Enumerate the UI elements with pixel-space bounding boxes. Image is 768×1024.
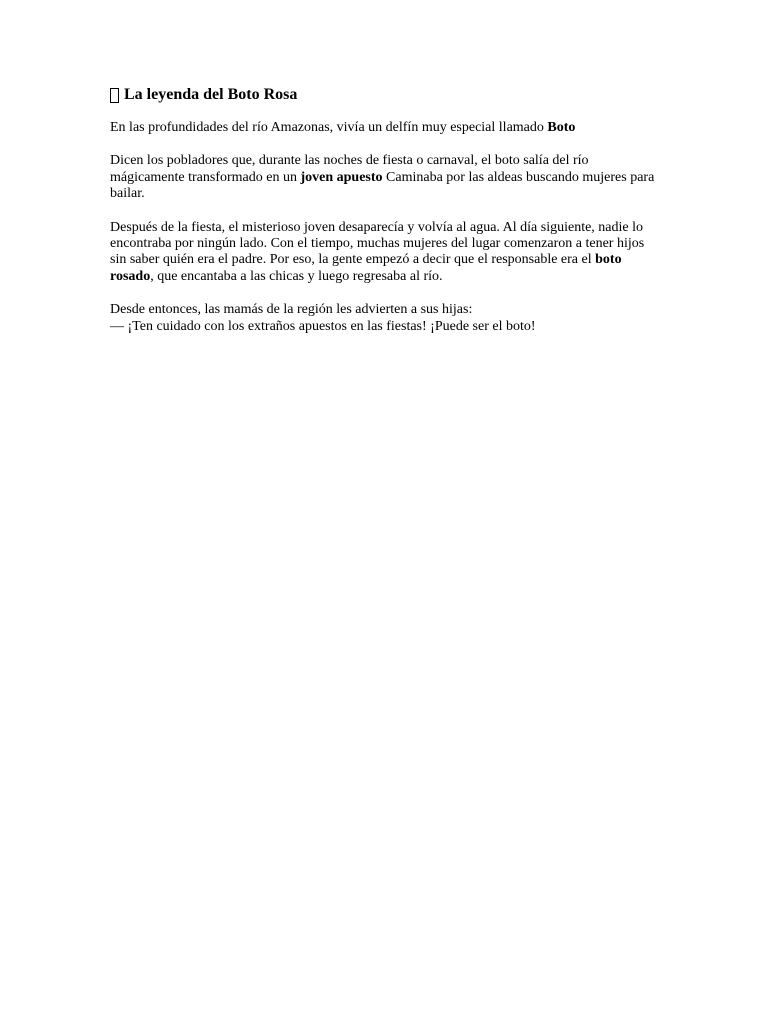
document-page [110,84,655,352]
paragraph-2-bold: joven apuesto [300,169,383,185]
paragraph-3 [110,220,655,286]
missing-glyph-icon [110,88,119,103]
title-text: La leyenda del Boto Rosa [124,86,298,103]
paragraph-1 [110,120,655,136]
paragraph-3-bold: boto rosado [110,252,622,284]
paragraph-1-text: En las profundidades del río Amazonas, vivía un delfín muy especial llamado [110,120,548,135]
paragraph-4 [110,302,655,335]
paragraph-2 [110,153,655,202]
paragraph-4-line-1: Desde entonces, las mamás de la región les advierten a sus hijas: [110,302,473,318]
paragraph-2-text-a: Dicen los pobladores que, durante las noches de fiesta o carnaval, el boto salía del río mágicamente transformado en un [110,153,589,185]
document-title [110,84,655,106]
paragraph-1-bold: Boto [547,120,576,135]
paragraph-3-text-b: , que encantaba a las chicas y luego regresaba al río. [150,268,443,284]
paragraph-3-text-a: Después de la fiesta, el misterioso joven desaparecía y volvía al agua. Al día siguiente, nadie lo encontraba por ningún lado. Con el tiempo, muchas mujeres del lugar comenzaron a tener hijos sin saber quién era el padre. Por eso, la gente empezó a decir que el responsable era el [110,219,645,268]
paragraph-4-line-2: — ¡Ten cuidado con los extraños apuestos en las fiestas! ¡Puede ser el boto! [110,318,536,334]
paragraph-2-text-b: Caminaba por las aldeas buscando mujeres para bailar. [110,169,655,202]
